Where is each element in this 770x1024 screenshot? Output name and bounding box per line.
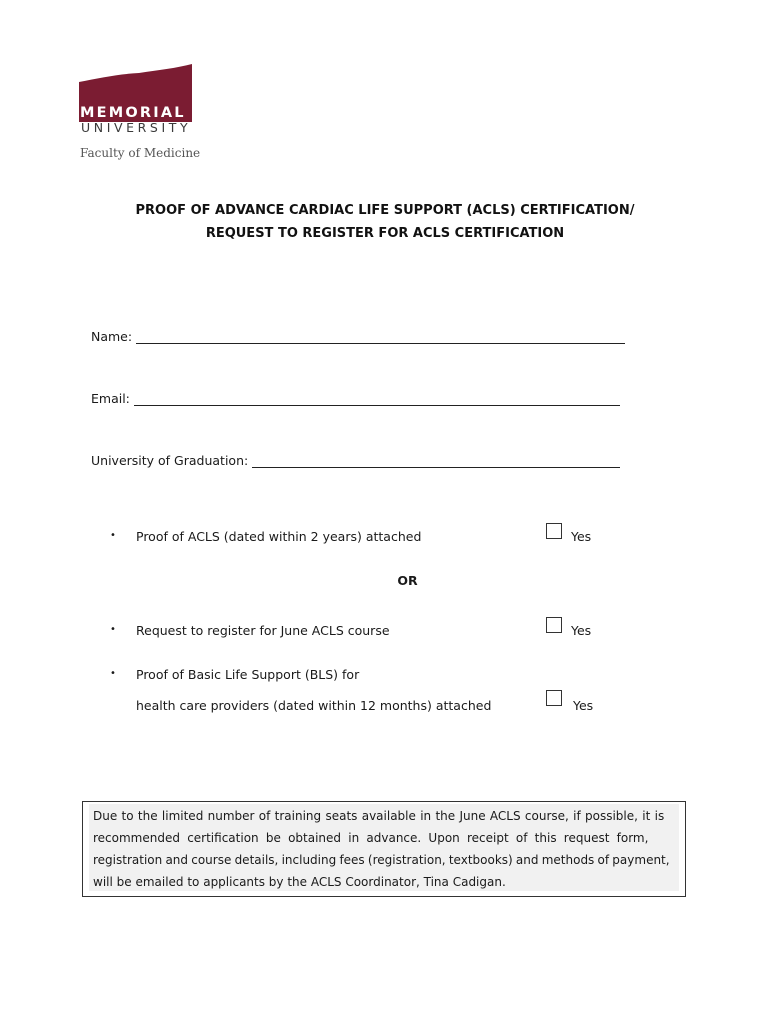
register-june-checkbox[interactable] [546,617,562,633]
email-field[interactable] [91,391,620,406]
name-field[interactable] [91,329,625,344]
option-acls-proof-label: Proof of ACLS (dated within 2 years) attached [136,529,422,544]
or-separator: OR [397,573,418,588]
university-field[interactable] [91,453,620,468]
bullet-icon: • [110,530,116,541]
logo-university: UNIVERSITY [81,120,192,135]
form-title-line-1: PROOF OF ADVANCE CARDIAC LIFE SUPPORT (ACLS) CERTIFICATION/ [135,203,635,218]
acls-proof-yes-label: Yes [571,529,592,544]
name-label: Name: [91,329,133,344]
register-june-yes-label: Yes [571,623,592,638]
notice-text-line-1: Due to the limited number of training seats available in the June ACLS course, if possible, it is [93,809,665,823]
acls-proof-checkbox[interactable] [546,523,562,539]
email-input-line[interactable] [134,392,620,406]
option-bls-proof-label-line-2: health care providers (dated within 12 months) attached [136,698,492,713]
notice-shaded-area [89,804,679,891]
option-bls-proof-label-line-1: Proof of Basic Life Support (BLS) for [136,667,360,682]
email-label: Email: [91,391,130,406]
notice-text-line-3: registration and course details, including fees (registration, textbooks) and methods of payment, [93,853,670,867]
form-title-line-2: REQUEST TO REGISTER FOR ACLS CERTIFICATION [205,226,565,241]
notice-box [82,801,686,897]
logo-faculty: Faculty of Medicine [80,146,201,160]
logo-wordmark: MEMORIAL [80,105,186,121]
notice-text-line-2: recommended certification be obtained in advance. Upon receipt of this request form, [93,831,649,845]
bls-proof-checkbox[interactable] [546,690,562,706]
bls-proof-yes-label: Yes [573,698,594,713]
university-label: University of Graduation: [91,453,249,468]
memorial-university-logo [79,64,204,164]
bullet-icon: • [110,624,116,635]
bullet-icon: • [110,668,116,679]
university-input-line[interactable] [252,454,620,468]
option-register-june-label: Request to register for June ACLS course [136,623,390,638]
name-input-line[interactable] [136,330,625,344]
notice-text-line-4: will be emailed to applicants by the ACLS Coordinator, Tina Cadigan. [93,875,506,889]
